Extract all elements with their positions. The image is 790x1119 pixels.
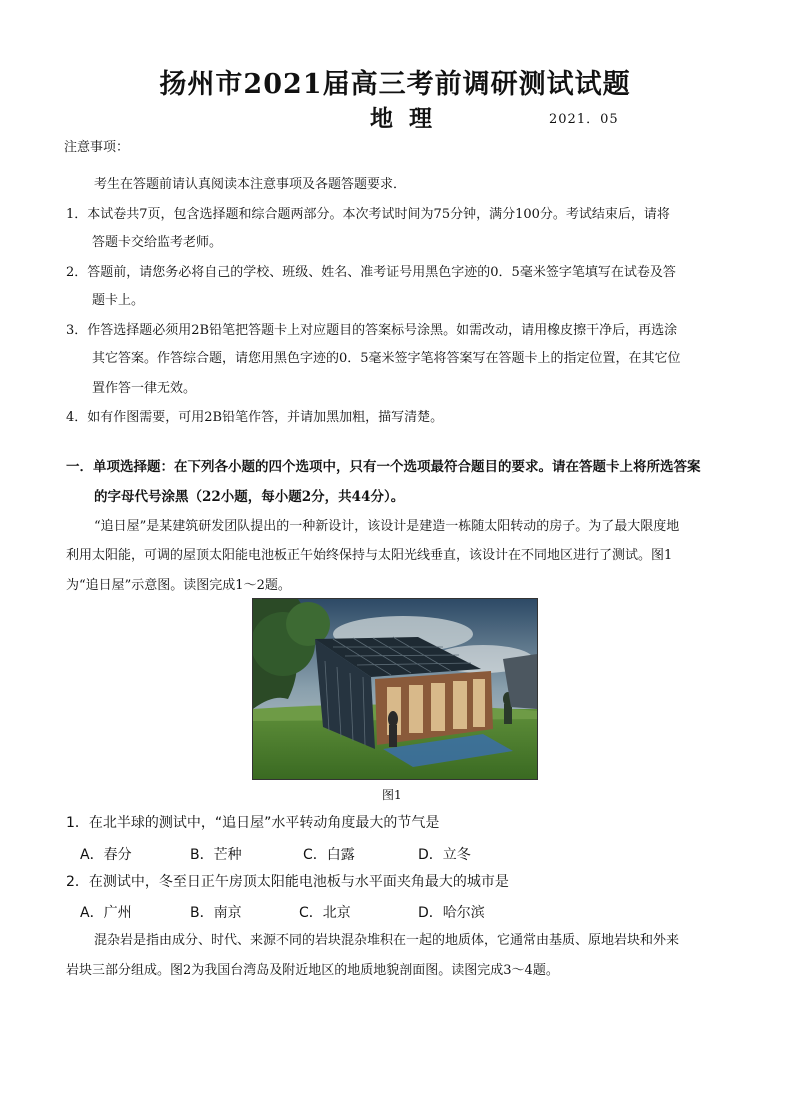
material-1-line-2: 利用太阳能，可调的屋顶太阳能电池板正午始终保持与太阳光线垂直，该设计在不同地区进行了测试。图1 xyxy=(66,548,673,563)
house-illustration xyxy=(253,599,537,779)
exam-title: 扬州市2021届高三考前调研测试试题 xyxy=(159,69,631,100)
question-2-option-d[interactable]: D．哈尔滨 xyxy=(418,905,485,921)
subject-title: 地理 xyxy=(370,105,448,132)
notice-item-2-line-2: 题卡上。 xyxy=(92,293,145,308)
material-2-line-1: 混杂岩是指由成分、时代、来源不同的岩块混杂堆积在一起的地质体，它通常由基质、原地岩块和外来 xyxy=(94,933,680,948)
notice-item-2-line-1: 2．答题前，请您务必将自己的学校、班级、姓名、准考证号用黑色字迹的0．5毫米签字笔填写在试卷及答 xyxy=(66,265,676,280)
question-2-option-c[interactable]: C．北京 xyxy=(299,905,351,921)
question-1-option-a[interactable]: A．春分 xyxy=(80,847,132,863)
sun-tracking-house-photo xyxy=(252,598,538,780)
material-2-line-2: 岩块三部分组成。图2为我国台湾岛及附近地区的地质地貌剖面图。读图完成3～4题。 xyxy=(66,963,559,978)
question-1-option-b[interactable]: B．芒种 xyxy=(190,847,242,863)
notice-item-1-line-2: 答题卡交给监考老师。 xyxy=(92,235,223,250)
notice-item-3-line-2: 其它答案。作答综合题，请您用黑色字迹的0．5毫米签字笔将答案写在答题卡上的指定位置，在其它位 xyxy=(92,351,681,366)
exam-date: 2021．05 xyxy=(549,112,619,127)
material-1-line-1: “追日屋”是某建筑研发团队提出的一种新设计，该设计是建造一栋随太阳转动的房子。为了最大限度地 xyxy=(94,519,680,534)
notice-heading: 注意事项： xyxy=(64,140,130,155)
question-1-stem: 1．在北半球的测试中，“追日屋”水平转动角度最大的节气是 xyxy=(66,815,440,831)
notice-item-4: 4．如有作图需要，可用2B铅笔作答，并请加黑加粗，描写清楚。 xyxy=(66,410,444,425)
question-2-option-b[interactable]: B．南京 xyxy=(190,905,242,921)
notice-intro: 考生在答题前请认真阅读本注意事项及各题答题要求． xyxy=(94,177,407,192)
question-1-option-d[interactable]: D．立冬 xyxy=(418,847,471,863)
section-heading-line-2: 的字母代号涂黑（22小题，每小题2分，共44分）。 xyxy=(94,489,405,505)
question-2-stem: 2．在测试中，冬至日正午房顶太阳能电池板与水平面夹角最大的城市是 xyxy=(66,874,509,890)
notice-item-3-line-3: 置作答一律无效。 xyxy=(92,381,197,396)
notice-item-1-line-1: 1．本试卷共7页，包含选择题和综合题两部分。本次考试时间为75分钟，满分100分。考试结束后，请将 xyxy=(66,207,670,222)
material-1-line-3: 为“追日屋”示意图。读图完成1～2题。 xyxy=(66,578,291,593)
question-1-option-c[interactable]: C．白露 xyxy=(303,847,355,863)
question-2-option-a[interactable]: A．广州 xyxy=(80,905,132,921)
section-heading-line-1: 一．单项选择题：在下列各小题的四个选项中，只有一个选项最符合题目的要求。请在答题卡上将所选答案 xyxy=(66,459,701,475)
notice-item-3-line-1: 3．作答选择题必须用2B铅笔把答题卡上对应题目的答案标号涂黑。如需改动，请用橡皮擦干净后，再选涂 xyxy=(66,323,678,338)
figure-1-caption: 图1 xyxy=(382,788,402,802)
